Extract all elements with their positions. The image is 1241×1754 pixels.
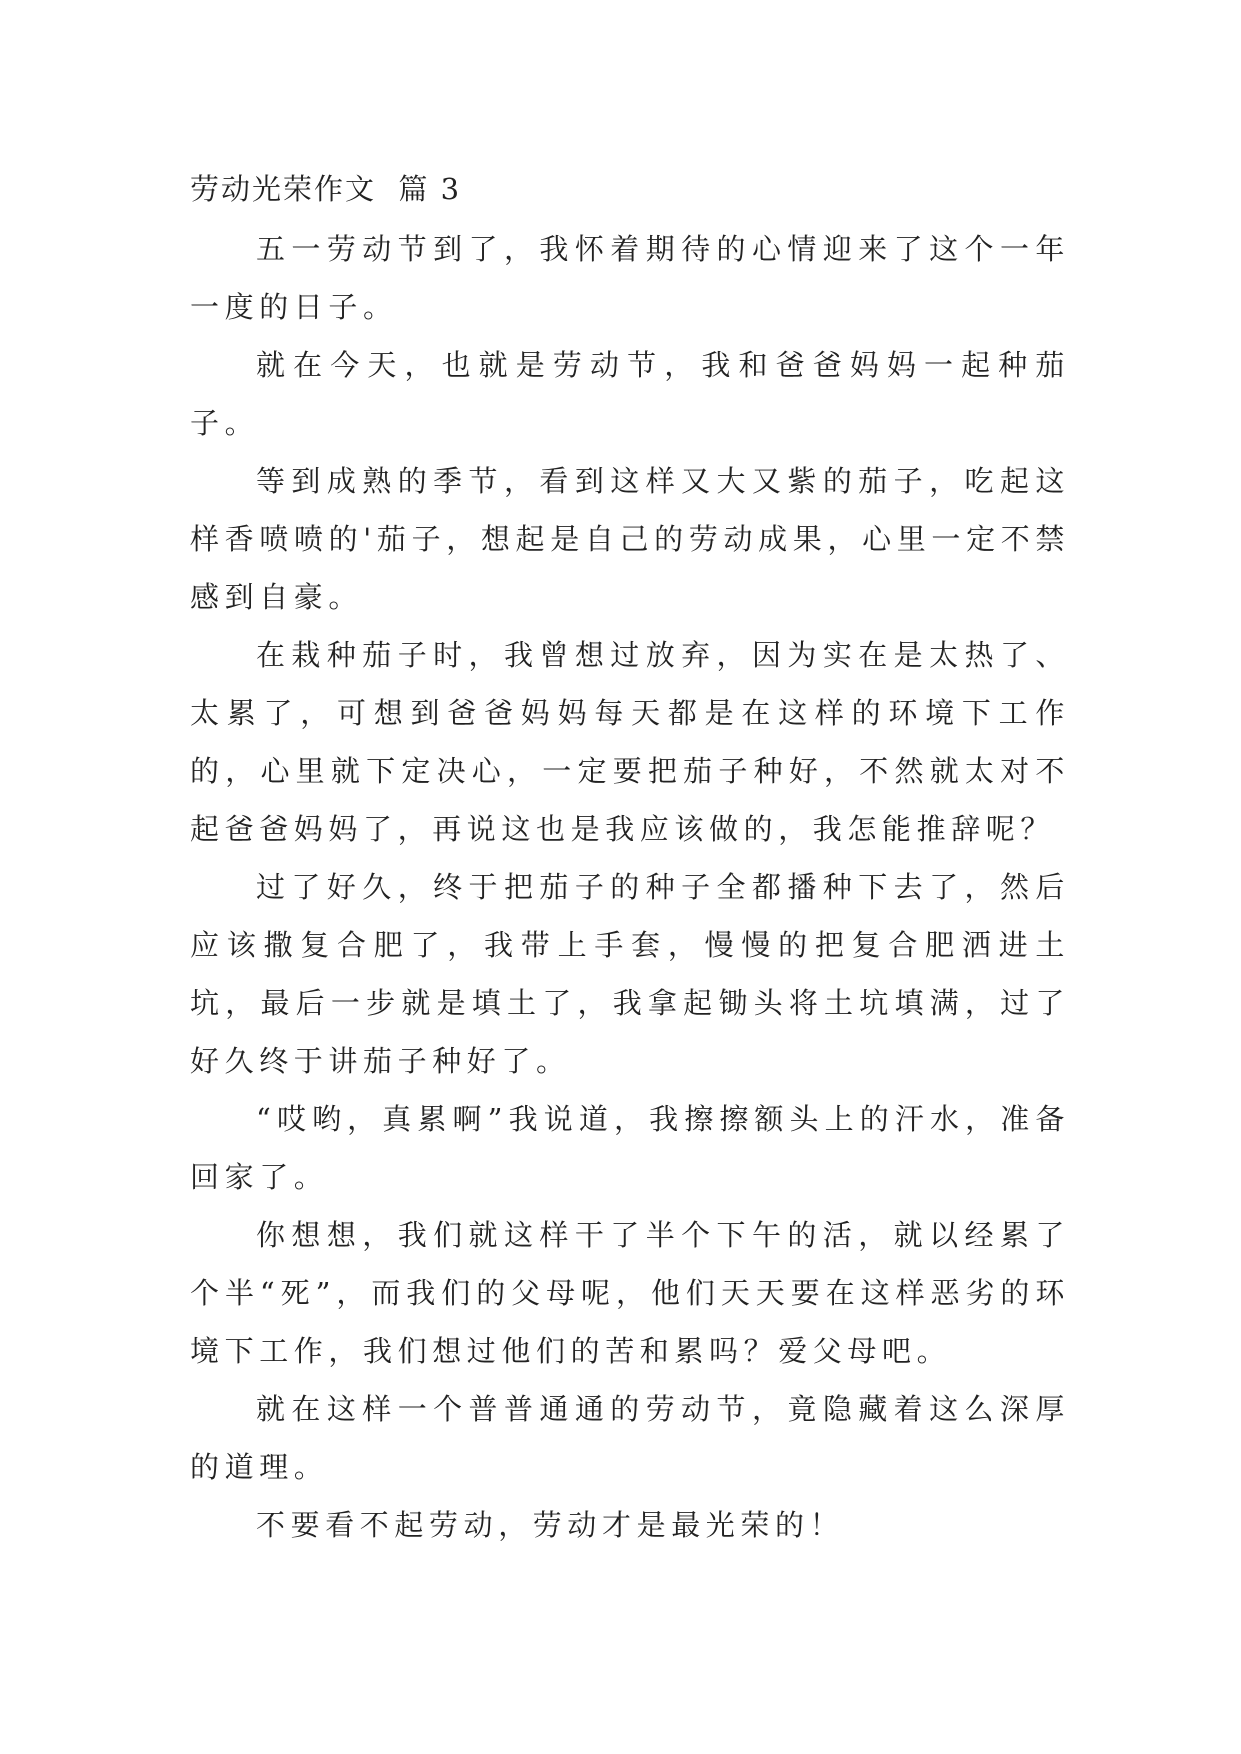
- paragraph-1: 五一劳动节到了，我怀着期待的心情迎来了这个一年一度的日子。: [190, 232, 1070, 324]
- paragraph-3: 等到成熟的季节，看到这样又大又紫的茄子，吃起这样香喷喷的'茄子，想起是自己的劳动成果，心里一定不禁感到自豪。: [190, 464, 1070, 614]
- paragraph-8: 就在这样一个普普通通的劳动节，竟隐藏着这么深厚的道理。: [190, 1392, 1070, 1484]
- essay-body: [190, 160, 1070, 1554]
- paragraph-2: 就在今天，也就是劳动节，我和爸爸妈妈一起种茄子。: [190, 348, 1070, 440]
- paragraph-6: “哎哟，真累啊”我说道，我擦擦额头上的汗水，准备回家了。: [190, 1102, 1070, 1194]
- paragraph-7: 你想想，我们就这样干了半个下午的活，就以经累了个半“死”，而我们的父母呢，他们天天要在这样恶劣的环境下工作，我们想过他们的苦和累吗？爱父母吧。: [190, 1218, 1070, 1368]
- paragraph-9: 不要看不起劳动，劳动才是最光荣的！: [256, 1508, 845, 1542]
- paragraph-5: 过了好久，终于把茄子的种子全都播种下去了，然后应该撒复合肥了，我带上手套，慢慢的把复合肥洒进土坑，最后一步就是填土了，我拿起锄头将土坑填满，过了好久终于讲茄子种好了。: [190, 870, 1070, 1078]
- essay-title: 劳动光荣作文 篇 3: [190, 172, 462, 206]
- paragraph-4: 在栽种茄子时，我曾想过放弃，因为实在是太热了、太累了，可想到爸爸妈妈每天都是在这样的环境下工作的，心里就下定决心，一定要把茄子种好，不然就太对不起爸爸妈妈了，再说这也是我应该做的，我怎能推辞呢？: [190, 638, 1070, 846]
